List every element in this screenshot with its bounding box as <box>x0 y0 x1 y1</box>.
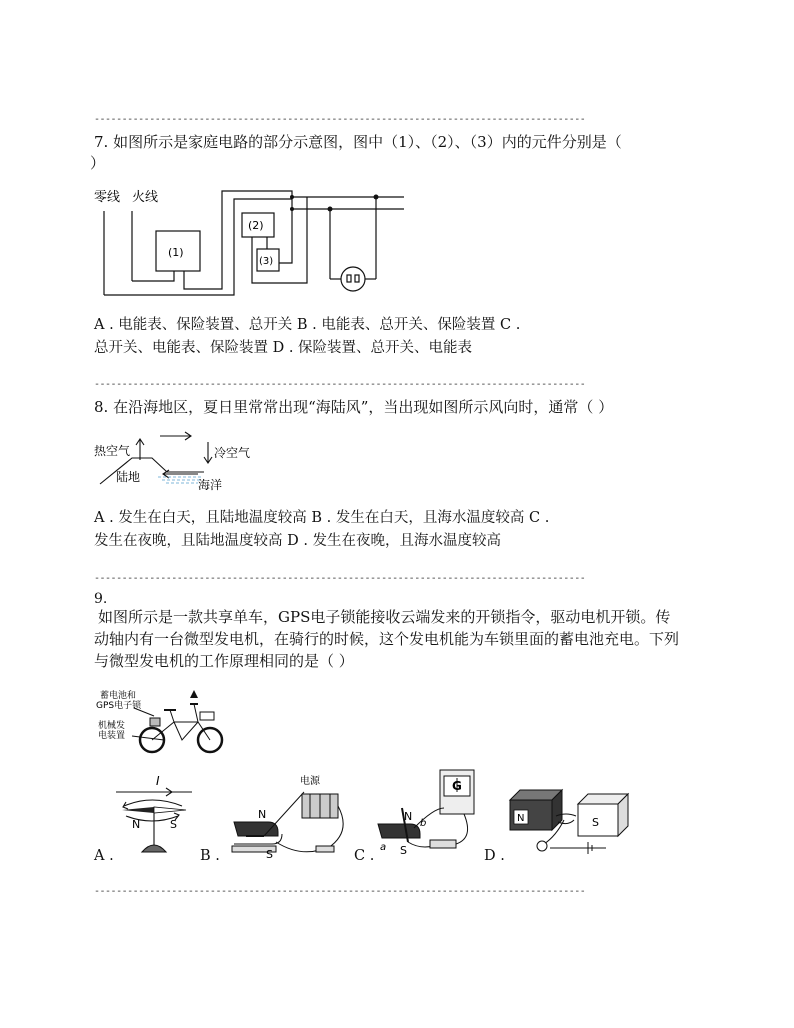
q7-stem: 7. 如图所示是家庭电路的部分示意图，图中（1）、（2）、（3）内的元件分别是（ <box>94 133 622 151</box>
q7-options-line2: 总开关、电能表、保险装置 D . 保险装置、总开关、电能表 <box>94 340 473 356</box>
bike-label-gps: GPS电子锁 <box>96 701 142 711</box>
fig-b-n-pole: N <box>258 808 267 821</box>
q9-number: 9. <box>94 591 108 607</box>
cold-air-label: 冷空气 <box>214 446 251 460</box>
fig-c-a-label: a <box>380 842 387 853</box>
separator-line: ----------------------------------------------------------------------------------------- <box>94 114 586 125</box>
q8-options-line2: 发生在夜晚，且陆地温度较高 D . 发生在夜晚，且海水温度较高 <box>94 533 502 549</box>
power-source-label: 电源 <box>300 776 320 787</box>
q9-stem-line2: 动轴内有一台微型发电机，在骑行的时候，这个发电机能为车锁里面的蓄电池充电。下列 <box>94 630 680 648</box>
fig-a-n-pole: N <box>132 818 141 831</box>
q8-options-line1: A . 发生在白天，且陆地温度较高 B . 发生在白天，且海水温度较高 C . <box>94 510 550 526</box>
q9-option-a: A . <box>94 848 114 864</box>
fig-d-s-pole: S <box>592 816 599 829</box>
sea-land-breeze-diagram <box>92 428 262 496</box>
box1-label: (1) <box>168 246 184 259</box>
q9-stem-line3: 与微型发电机的工作原理相同的是（ ） <box>94 652 354 670</box>
fig-d-n-pole: N <box>517 813 525 824</box>
fig-a-s-pole: S <box>170 818 177 831</box>
fig-c-b-label: b <box>420 818 427 829</box>
hot-air-label: 热空气 <box>94 444 131 458</box>
bike-label-battery: 蓄电池和 <box>100 691 137 701</box>
figure-d-magnet <box>506 786 632 864</box>
box3-label: (3) <box>259 256 274 267</box>
separator-line: ----------------------------------------------------------------------------------------- <box>94 573 586 584</box>
galvanometer-label: G <box>452 779 462 793</box>
q9-option-d: D . <box>484 848 505 864</box>
q7-stem-cont: ） <box>90 154 106 172</box>
q9-option-c: C . <box>354 848 375 864</box>
bike-label-generator1: 机械发 <box>98 721 126 731</box>
fig-c-n-pole: N <box>404 810 413 823</box>
q8-stem: 8. 在沿海地区，夏日里常常出现“海陆风”，当出现如图所示风向时，通常（ ） <box>94 398 614 416</box>
land-label: 陆地 <box>116 470 141 484</box>
household-circuit-diagram <box>92 183 412 303</box>
live-wire-label: 火线 <box>132 190 159 205</box>
separator-line: ----------------------------------------------------------------------------------------- <box>94 379 586 390</box>
figure-b-motor <box>228 772 352 862</box>
fig-c-s-pole: S <box>400 844 407 857</box>
shared-bike-figure <box>94 686 228 754</box>
current-label: I <box>156 774 160 788</box>
q7-options-line1: A . 电能表、保险装置、总开关 B . 电能表、总开关、保险装置 C . <box>94 317 521 333</box>
figure-a-oersted <box>112 770 196 866</box>
fig-b-s-pole: S <box>266 848 273 861</box>
ocean-label: 海洋 <box>198 478 223 492</box>
box2-label: (2) <box>248 219 264 232</box>
neutral-wire-label: 零线 <box>94 190 121 205</box>
bike-label-generator2: 电装置 <box>98 731 126 741</box>
q9-stem-line1: 如图所示是一款共享单车，GPS电子锁能接收云端发来的开锁指令，驱动电机开锁。传 <box>98 608 671 626</box>
q9-option-b: B . <box>200 848 220 864</box>
separator-line: ----------------------------------------------------------------------------------------- <box>94 886 586 897</box>
figure-c-induction <box>374 768 478 864</box>
